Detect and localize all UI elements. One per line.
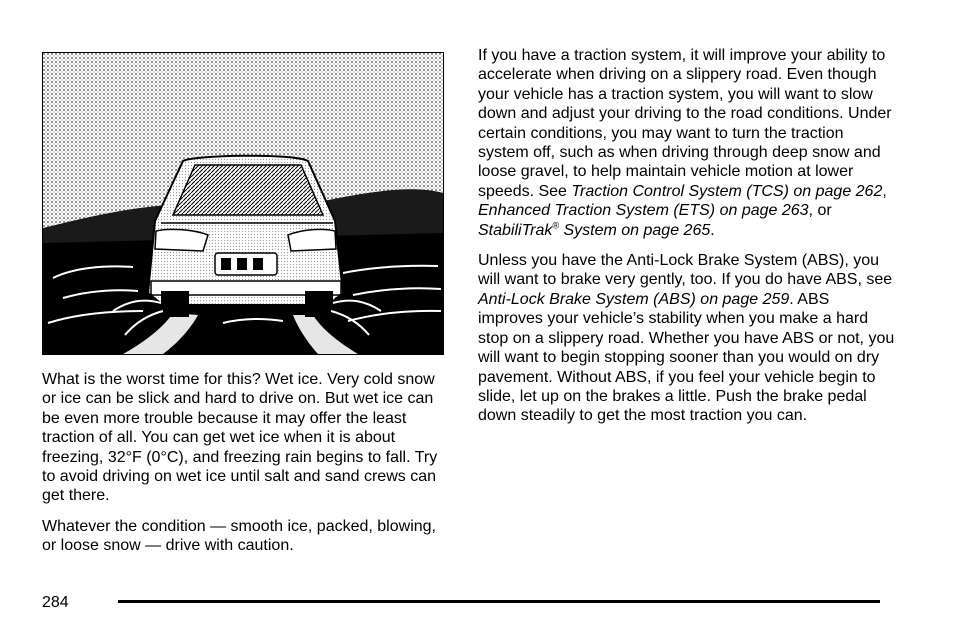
tcs-page-reference[interactable]: Traction Control System (TCS) on page 262: [571, 182, 883, 200]
traction-text: If you have a traction system, it will improve your ability to accelerate when driving on a slippery road. Even though your vehicle has a traction system, you will want to slow down and adjust your driving to the road conditions. Under certain conditions, you may want to turn the traction system off, such as when driving through deep snow and loose gravel, to help maintain vehicle motion at lower speeds. See: [478, 47, 892, 200]
abs-text-end: . ABS improves your vehicle’s stability when you make a hard stop on a slippery road. Whether you have ABS or not, you will want to begin stopping sooner than you would on dry pavement. Without ABS, if you feel your vehicle begin to slide, let up on the brakes a little. Push the brake pedal down steadily to get the most traction you can.: [478, 290, 895, 425]
caution-paragraph: Whatever the condition — smooth ice, packed, blowing, or loose snow — drive with caution.: [42, 517, 436, 555]
car-illustration-svg: [43, 53, 443, 354]
registered-mark: ®: [552, 220, 560, 231]
separator-comma: ,: [882, 182, 887, 200]
right-text-column: [478, 46, 898, 437]
stabilitrak-page: System on page 265: [559, 221, 711, 239]
car-on-ice-illustration: [42, 52, 444, 355]
wet-ice-paragraph: What is the worst time for this? Wet ice. Very cold snow or ice can be slick and hard to drive on. But wet ice can be even more trouble because it may offer the least traction of all. You can get wet ice when it is about freezing, 32°F (0°C), and freezing rain begins to fall. Try to avoid driving on wet ice until salt and sand crews can get there.: [42, 371, 438, 505]
page-number: 284: [42, 594, 69, 611]
traction-system-paragraph: [478, 46, 898, 240]
sentence-end: .: [710, 221, 715, 239]
abs-text-start: Unless you have the Anti-Lock Brake System (ABS), you will want to brake very gently, too. If you do have ABS, see: [478, 252, 893, 289]
abs-page-reference[interactable]: Anti-Lock Brake System (ABS) on page 259: [478, 290, 790, 308]
abs-paragraph: [478, 251, 898, 426]
footer-rule: [118, 600, 880, 603]
stabilitrak-page-reference[interactable]: [478, 222, 710, 239]
separator-or: , or: [808, 202, 832, 220]
left-text-column: [42, 370, 452, 567]
ets-page-reference[interactable]: Enhanced Traction System (ETS) on page 263: [478, 202, 809, 220]
stabilitrak-name: StabiliTrak: [478, 221, 553, 239]
